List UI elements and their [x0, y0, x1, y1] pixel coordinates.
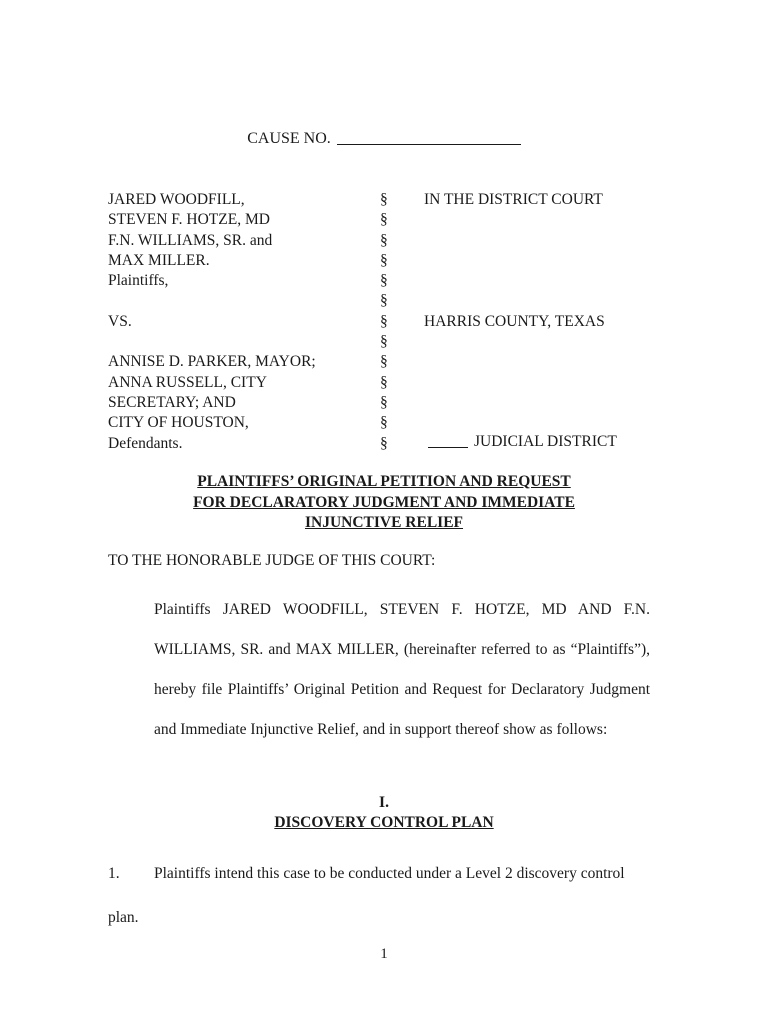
section-symbol: § — [380, 333, 388, 351]
paragraph-text: Plaintiffs intend this case to be conducted under a Level 2 discovery control plan. — [108, 865, 625, 926]
section-symbol: § — [380, 353, 388, 371]
county-name: HARRIS COUNTY, TEXAS — [424, 313, 605, 330]
caption-parties — [108, 190, 368, 454]
section-number: I. — [379, 794, 389, 811]
party-line: CITY OF HOUSTON, — [108, 414, 249, 432]
cause-label: CAUSE NO. — [247, 130, 331, 147]
document-title — [0, 472, 768, 534]
party-line: VS. — [108, 312, 132, 330]
intro-paragraph — [108, 590, 650, 750]
party-line: MAX MILLER. — [108, 251, 210, 269]
section-symbol: § — [380, 312, 388, 330]
section-symbol: § — [380, 191, 388, 208]
section-symbol: § — [380, 373, 388, 391]
cause-number-line — [0, 130, 768, 148]
paragraph-number: 1. — [108, 865, 120, 882]
section-symbol: § — [380, 414, 388, 432]
party-line: Defendants. — [108, 434, 183, 452]
party-line: SECRETARY; AND — [108, 393, 236, 411]
party-line: JARED WOODFILL, — [108, 191, 245, 208]
section-symbol-column — [380, 190, 392, 454]
party-line — [108, 332, 368, 352]
section-heading — [0, 793, 768, 833]
party-line — [108, 291, 368, 311]
section-symbol: § — [380, 292, 388, 310]
party-line: ANNISE D. PARKER, MAYOR; — [108, 353, 316, 371]
page-number: 1 — [380, 946, 388, 962]
party-line: Plaintiffs, — [108, 272, 169, 290]
section-symbol: § — [380, 251, 388, 269]
district-label: JUDICIAL DISTRICT — [474, 433, 617, 450]
party-line: F.N. WILLIAMS, SR. and — [108, 231, 273, 249]
salutation: TO THE HONORABLE JUDGE OF THIS COURT: — [108, 552, 436, 569]
case-caption — [108, 190, 668, 452]
section-title: DISCOVERY CONTROL PLAN — [274, 814, 494, 831]
court-name: IN THE DISTRICT COURT — [424, 191, 603, 208]
judicial-district — [428, 432, 617, 452]
section-symbol: § — [380, 393, 388, 411]
title-line: PLAINTIFFS’ ORIGINAL PETITION AND REQUEST — [197, 473, 571, 490]
district-number-blank — [428, 447, 468, 448]
party-line: STEVEN F. HOTZE, MD — [108, 211, 270, 229]
intro-paragraph-text: Plaintiffs JARED WOODFILL, STEVEN F. HOTZE, MD AND F.N. WILLIAMS, SR. and MAX MILLER, (hereinafter referred to as “Plaintiffs”), hereby file Plaintiffs’ Original Petition and Request for Declaratory Judgment and Immediate Injunctive Relief, and in support thereof show as follows: — [154, 601, 650, 738]
cause-number-blank — [337, 144, 521, 145]
numbered-paragraph — [108, 852, 650, 940]
section-symbol: § — [380, 231, 388, 249]
section-symbol: § — [380, 272, 388, 290]
title-line: FOR DECLARATORY JUDGMENT AND IMMEDIATE — [193, 493, 575, 511]
section-symbol: § — [380, 211, 388, 229]
party-line: ANNA RUSSELL, CITY — [108, 373, 267, 391]
section-symbol: § — [380, 434, 388, 452]
title-line: INJUNCTIVE RELIEF — [304, 514, 464, 531]
